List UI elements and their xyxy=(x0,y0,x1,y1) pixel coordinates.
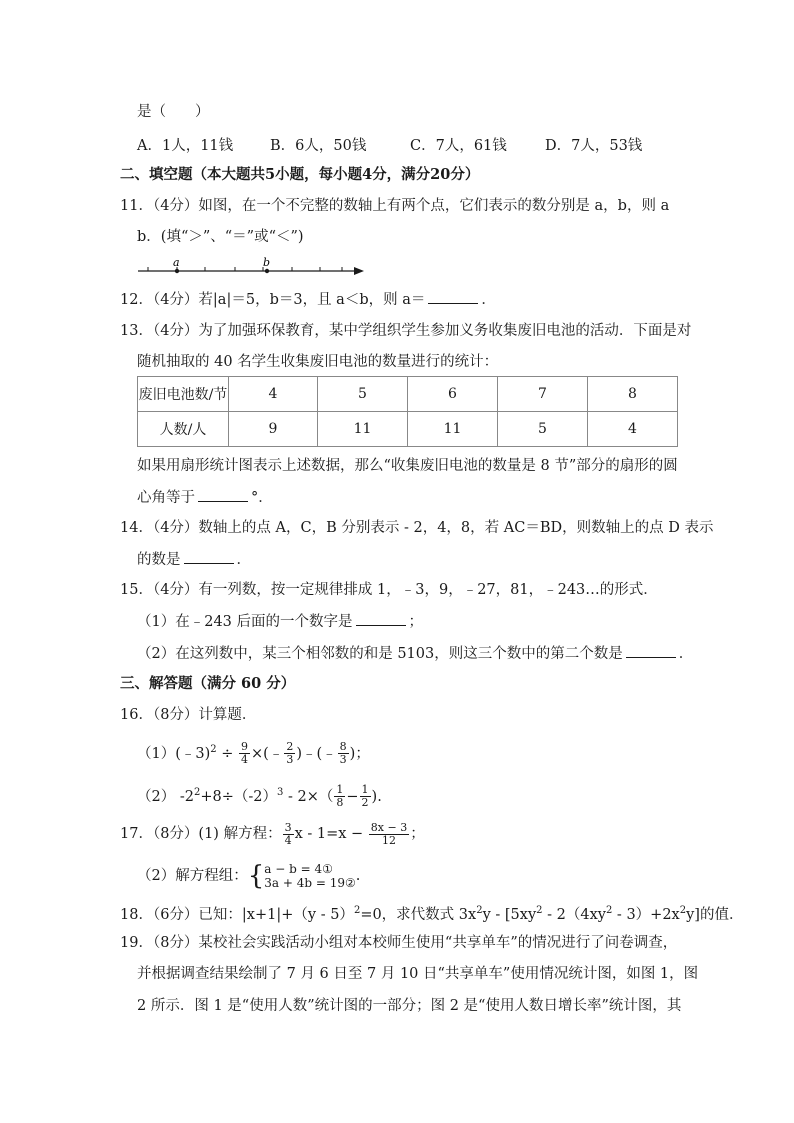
option-d: D．7人，53钱 xyxy=(545,138,643,154)
answer-blank[interactable] xyxy=(198,487,248,502)
q16-line1: 16．（8分）计算题． xyxy=(120,707,257,723)
q19-line2: 并根据调查结果绘制了 7 月 6 日至 7 月 10 日“共享单车”使用情况统计图，如图 1，图 xyxy=(137,966,699,982)
q14-line2 xyxy=(137,549,251,570)
q15-line1: 15．（4分）有一列数，按一定规律排成 1，﹣3，9，﹣27，81，﹣243…的形式． xyxy=(120,582,658,598)
q15-sub2 xyxy=(137,643,693,664)
equation-system xyxy=(264,862,356,890)
q13-line2: 随机抽取的 40 名学生收集废旧电池的数量进行的统计： xyxy=(137,354,499,370)
q12 xyxy=(120,289,496,310)
section-title-fill-blank: 二、填空题（本大题共5小题，每小题4分，满分20分） xyxy=(120,166,480,183)
fraction: $\frac{2}{3}$ xyxy=(286,740,294,767)
q19-line1: 19．（8分）某校社会实践活动小组对本校师生使用“共享单车”的情况进行了问卷调查， xyxy=(120,935,678,951)
q15-sub1-text: （1）在﹣243 后面的一个数字是 xyxy=(137,614,353,630)
section-title-solve: 三、解答题（满分 60 分） xyxy=(120,675,296,692)
arrow-icon xyxy=(354,267,364,275)
expr-text: （2）解方程组： xyxy=(137,868,248,884)
q13-line4-text: 心角等于 xyxy=(137,490,195,506)
expr-text: （2） -2 xyxy=(137,788,194,805)
expr-text: +8÷（-2） xyxy=(200,788,277,805)
equation-2: 3a + 4b = 19② xyxy=(264,876,356,890)
expr-text: )； xyxy=(349,745,370,762)
q15-sub1-end: ； xyxy=(408,614,424,630)
q16-part1 xyxy=(137,732,370,772)
option-b: B．6人，50钱 xyxy=(270,138,367,154)
expr-text: − xyxy=(346,788,359,805)
expr-text: - 2×（ xyxy=(283,788,334,805)
q13-line4-end: °． xyxy=(251,490,273,506)
expr-text: - 2（4xy xyxy=(542,906,606,923)
fraction: $\frac{1}{8}$ xyxy=(336,783,344,810)
q18 xyxy=(120,901,743,925)
table-row xyxy=(138,377,678,412)
expr-text: 17．（8分）(1) 解方程： xyxy=(120,826,282,842)
table-cell: 4 xyxy=(588,412,678,447)
question-continuation: 是（ ） xyxy=(137,104,210,120)
table-cell: 5 xyxy=(318,377,408,412)
exponent: 2 xyxy=(476,905,483,916)
expr-text: ). xyxy=(371,788,382,805)
option-a: A．1人，11钱 xyxy=(137,138,234,154)
q14-line2-end: ． xyxy=(236,552,251,568)
fraction: $\frac{9}{4}$ xyxy=(241,740,249,767)
expr-text: （1）(﹣3) xyxy=(137,745,211,762)
answer-blank[interactable] xyxy=(356,611,406,626)
fraction: $\frac{8x - 3}{12}$ xyxy=(370,820,408,847)
number-line-figure xyxy=(136,256,368,282)
q12-end: ． xyxy=(481,292,496,308)
fraction: $\frac{8}{3}$ xyxy=(339,740,347,767)
table-row xyxy=(138,412,678,447)
expr-text: y - [5xy xyxy=(482,906,537,923)
label-b: b xyxy=(263,256,271,269)
exponent: 2 xyxy=(605,905,613,916)
q11-line1: 11．（4分）如图，在一个不完整的数轴上有两个点，它们表示的数分别是 a，b，则 a xyxy=(120,198,670,214)
option-c: C．7人，61钱 xyxy=(410,138,507,154)
expr-text: y]的值． xyxy=(686,906,744,923)
expr-text: ； xyxy=(410,826,425,842)
answer-blank[interactable] xyxy=(184,549,234,564)
table-cell: 8 xyxy=(588,377,678,412)
expr-text: )﹣(﹣ xyxy=(296,745,337,762)
q15-sub2-end: ． xyxy=(678,646,694,662)
answer-blank[interactable] xyxy=(626,643,676,658)
expr-text: - 3）+2x xyxy=(612,906,680,923)
exponent: 2 xyxy=(193,787,201,798)
table-cell: 6 xyxy=(408,377,498,412)
q13-line4 xyxy=(137,487,273,508)
q19-line3: 2 所示．图 1 是“使用人数”统计图的一部分；图 2 是“使用人数日增长率”统计图，其 xyxy=(137,998,682,1014)
equation-1: a − b = 4① xyxy=(264,862,333,876)
battery-statistics-table xyxy=(137,376,678,447)
expr-text: . xyxy=(355,868,361,884)
q11-line2: b．(填“＞”、“＝”或“＜”) xyxy=(137,229,304,245)
q12-text: 12．（4分）若|a|＝5，b＝3，且 a＜b，则 a＝ xyxy=(120,292,426,308)
brace-icon: { xyxy=(247,861,265,891)
q14-line2-text: 的数是 xyxy=(137,552,181,568)
exponent: 3 xyxy=(277,787,284,798)
expr-text: ×(﹣ xyxy=(251,745,284,762)
label-a: a xyxy=(173,256,180,269)
fraction: $\frac{3}{4}$ xyxy=(284,820,292,847)
q16-part2 xyxy=(137,775,382,815)
table-cell: 废旧电池数/节 xyxy=(138,377,229,412)
q17-part2 xyxy=(137,858,360,894)
answer-blank[interactable] xyxy=(428,289,478,304)
table-cell: 9 xyxy=(229,412,318,447)
exponent: 2 xyxy=(353,905,361,916)
exponent: 2 xyxy=(679,905,687,916)
table-cell: 5 xyxy=(498,412,588,447)
point-a xyxy=(175,269,179,273)
expr-text: ÷ xyxy=(221,745,234,762)
expr-text: x - 1=x − xyxy=(294,826,364,842)
q13-line1: 13．（4分）为了加强环保教育，某中学组织学生参加义务收集废旧电池的活动．下面是对 xyxy=(120,323,692,339)
q15-sub2-text: （2）在这列数中，某三个相邻数的和是 5103，则这三个数中的第二个数是 xyxy=(137,646,623,662)
q14-line1: 14．（4分）数轴上的点 A，C，B 分别表示 - 2，4，8，若 AC＝BD，则数轴上的点 D 表示 xyxy=(120,520,714,536)
table-cell: 7 xyxy=(498,377,588,412)
table-cell: 人数/人 xyxy=(138,412,229,447)
expr-text: 18．（6分）已知：|x+1|+（y - 5） xyxy=(120,906,354,923)
q17-part1 xyxy=(120,816,425,852)
table-cell: 4 xyxy=(229,377,318,412)
fraction: $\frac{1}{2}$ xyxy=(361,783,369,810)
point-b xyxy=(265,269,269,273)
exponent: 2 xyxy=(536,905,543,916)
expr-text: =0，求代数式 3x xyxy=(360,906,477,923)
exponent: 2 xyxy=(210,744,217,755)
q15-sub1 xyxy=(137,611,423,632)
q13-line3: 如果用扇形统计图表示上述数据，那么“收集废旧电池的数量是 8 节”部分的扇形的圆 xyxy=(137,458,678,474)
table-cell: 11 xyxy=(318,412,408,447)
table-cell: 11 xyxy=(408,412,498,447)
